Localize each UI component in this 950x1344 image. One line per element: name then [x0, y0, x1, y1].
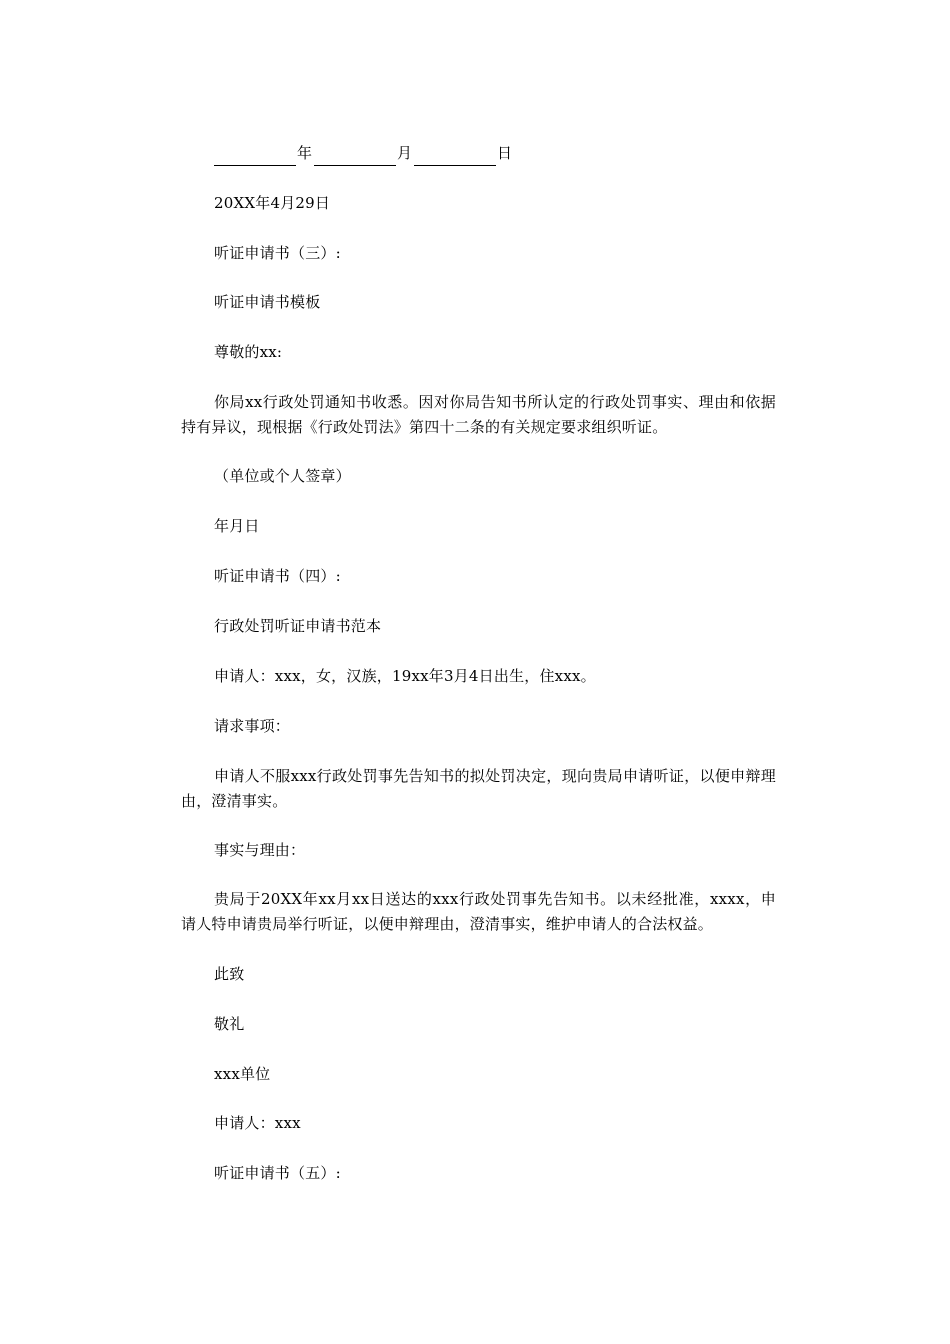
section-heading: 听证申请书（三）: — [214, 244, 341, 262]
signature-note: （单位或个人签章） — [214, 467, 351, 485]
salutation: 尊敬的xx: — [214, 343, 283, 361]
date-blank-line — [214, 141, 514, 166]
year-blank — [214, 147, 296, 166]
closing-phrase: 此致 — [214, 965, 245, 983]
body-paragraph: 贵局于20XX年xx月xx日送达的xxx行政处罚事先告知书。以未经批准，xxxx，申请人特申请贵局举行听证，以便申辩理由，澄清事实，维护申请人的合法权益。 — [181, 890, 776, 933]
body-paragraph: 申请人不服xxx行政处罚事先告知书的拟处罚决定，现向贵局申请听证，以便申辩理由，澄清事实。 — [181, 767, 776, 810]
document-title: 听证申请书模板 — [214, 293, 321, 311]
section-heading: 听证申请书（四）: — [214, 567, 341, 585]
day-blank — [414, 147, 496, 166]
section-heading: 听证申请书（五）: — [214, 1164, 341, 1182]
year-label: 年 — [297, 144, 313, 162]
month-label: 月 — [397, 144, 413, 162]
date-placeholder: 年月日 — [214, 517, 260, 535]
applicant-info: 申请人：xxx，女，汉族，19xx年3月4日出生，住xxx。 — [214, 667, 596, 685]
subheading: 请求事项： — [214, 717, 291, 735]
organization-name: xxx单位 — [214, 1065, 271, 1083]
day-label: 日 — [497, 144, 513, 162]
closing-phrase: 敬礼 — [214, 1015, 245, 1033]
body-paragraph: 你局xx行政处罚通知书收悉。因对你局告知书所认定的行政处罚事实、理由和依据持有异议，现根据《行政处罚法》第四十二条的有关规定要求组织听证。 — [181, 393, 776, 436]
subheading: 事实与理由： — [214, 841, 306, 859]
date-text: 20XX年4月29日 — [214, 194, 331, 212]
document-title: 行政处罚听证申请书范本 — [214, 617, 382, 635]
month-blank — [314, 147, 396, 166]
applicant-signature: 申请人：xxx — [214, 1114, 301, 1132]
